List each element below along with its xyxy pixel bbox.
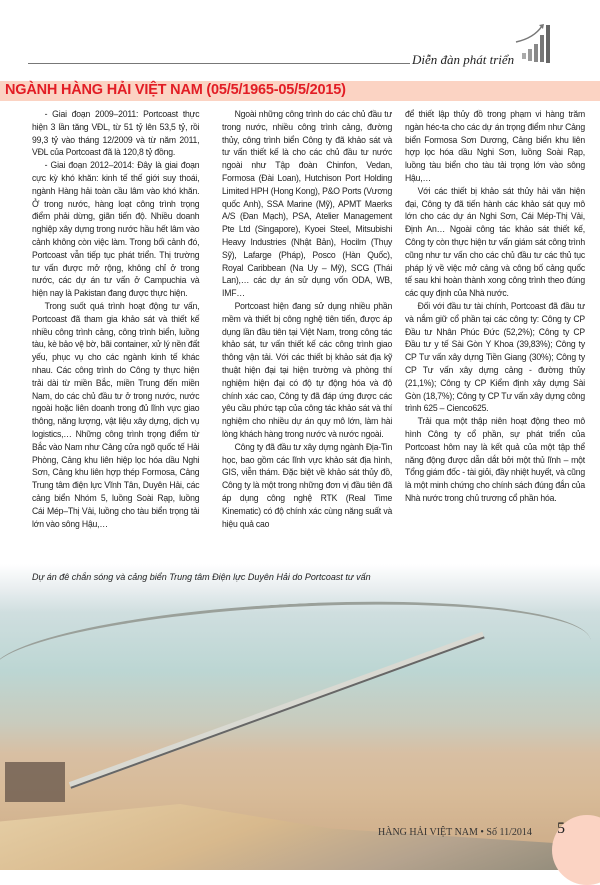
text-column-1 xyxy=(32,109,199,531)
photo-caption: Dự án đê chắn sóng và cảng biển Trung tâm Điện lực Duyên Hải do Portcoast tư vấn xyxy=(32,572,371,582)
article-title: NGÀNH HÀNG HẢI VIỆT NAM (05/5/1965-05/5/2015) xyxy=(5,82,346,98)
paragraph: Công ty đã đầu tư xây dựng ngành Địa-Tin học, bao gồm các lĩnh vực khảo sát địa hình, GIS, viễn thám. Đặc biệt về khảo sát thủy đồ, Công ty là một trong những đơn vị đầu tiên đã áp dụng công nghệ RTK (Real Time Kinematic) có độ chính xác cùng năng suất và hiệu quả cao xyxy=(222,441,393,530)
paragraph: Trong suốt quá trình hoạt động tư vấn, Portcoast đã tham gia khảo sát và thiết kế nhiều công trình cảng, công trình biển, luồng tàu, kè bảo vệ bờ, bãi container, xử lý nền đất yếu, phục vụ cho các ngành kinh tế khác nhau. Các công trình do Công ty thực hiện trải dài từ miền Bắc, miền Trung đến miền Nam, do các chủ đầu tư ở trong nước, nước ngoài hoặc liên doanh trong đủ lĩnh vực giao thông, năng lượng, vật liệu xây dựng, dịch vụ logistics,… Những công trình trọng điểm từ Bắc vào Nam như Cảng cửa ngõ quốc tế Hải Phòng, Cảng khu liên hiệp lọc hóa dầu Nghi Sơn, Cảng khu liên hợp thép Formosa, Cảng Trung tâm điện lực Vĩnh Tân, Duyên Hải, các cảng biển Nhóm 5, luồng Soài Rạp, luồng Cái Mép–Thị Vải, luồng cho tàu biển trọng tải lớn vào sông Hậu,… xyxy=(32,300,200,530)
page-number: 5 xyxy=(557,820,565,837)
building xyxy=(5,762,65,802)
paragraph: Trải qua một thập niên hoạt động theo mô hình Công ty cổ phần, sự phát triển của Portcoast hôm nay là kết quả của một tập thể năng động được dẫn dắt bởi một thủ lĩnh – một Tổng giám đốc - tài giỏi, đầy nhiệt huyết, và cũng là một minh chứng cho chính sách đúng đắn của Nhà nước trong chủ trương cổ phần hóa. xyxy=(405,416,585,504)
section-label: Diễn đàn phát triển xyxy=(412,52,515,67)
header-rule xyxy=(28,63,410,64)
breakwater xyxy=(0,588,591,682)
paragraph: Với các thiết bị khảo sát thủy hải văn hiện đại, Công ty đã tiến hành các khảo sát quy mô lớn cho các dự án Nghi Sơn, Cái Mép-Thị Vải, Định An… Ngoài công tác khảo sát thiết kế, Công ty còn thực hiện tư vấn giám sát công trình cũng như tư vấn cho các chủ đầu tư các thủ tục pháp lý về việc mở cảng và công bố cảng quốc tế sau khi hoàn thành xong công trình theo đúng các quy định của Nhà nước. xyxy=(405,185,585,300)
paragraph: Portcoast hiện đang sử dụng nhiều phần mềm và thiết bị công nghệ tiên tiến, được áp dụng lần đầu tiên tại Việt Nam, trong công tác khảo sát, tư vấn thiết kế các công trình giao thông vận tải. Với các thiết bị khảo sát địa kỹ thuật hiện đại tại hiện trường và phòng thí nghiệm hiện đại có độ tự động hóa và độ chính xác cao, Công ty đã đáp ứng được các yêu cầu phức tạp của công tác khảo sát và thí nghiệm cho nhiều dự án quy mô lớn, làm hài lòng khách hàng trong nước và nước ngoài. xyxy=(222,300,393,440)
paragraph: Ngoài những công trình do các chủ đầu tư trong nước, nhiều công trình cảng, đường thủy, công trình biển Công ty đã khảo sát và tư vấn thiết kế là cho các chủ đầu tư nước ngoài như Tập đoàn Chinfon, Vedan, Formosa (Đài Loan), Hutchison Port Holding Limited HPH (Hong Kong), P&O Ports (Vương quốc Anh), SSA Marine (Mỹ), APMT Maerks A/S (Đan Mạch), PSA, Atelier Management Pte Ltd (Singapore), Kyoei Steel, Mitsubishi Heavy Industries (Nhật Bản), Hocilm (Thụy Sỹ), Lafarge (Pháp), Posco (Hàn Quốc), Royal Caribbean (Na Uy – Mỹ), SCG (Thái Lan),… các dự án sử dụng vốn ODA, WB, IMF… xyxy=(222,109,393,300)
growth-chart-icon xyxy=(512,20,552,65)
publication-footer: HÀNG HẢI VIỆT NAM • Số 11/2014 xyxy=(378,827,532,838)
text-column-2 xyxy=(222,109,392,531)
paragraph: - Giai đoạn 2012–2014: Đây là giai đoạn cực kỳ khó khăn: kinh tế thế giới suy thoái, ngành Hàng hải toàn cầu lâm vào khó khăn. Ở trong nước, hàng loạt công trình trọng điểm phải dừng, giãn tiến độ. Nhiều doanh nghiệp xây dựng trong nước hầu hết lâm vào cảnh không còn việc làm. Trong bối cảnh đó, Portcoast vẫn tiếp tục phát triển. Thị trường tư vấn được mở rộng, không chỉ ở trong nước, các dự án tư vấn ở Campuchia và hiện nay là Pakistan đang được thực hiện. xyxy=(32,160,200,300)
paragraph: Đối với đầu tư tài chính, Portcoast đã đầu tư và nắm giữ cổ phần tại các công ty: Công ty CP Đầu tư Nhân Phúc Đức (52,2%); Công ty CP Đầu tư y tế Sài Gòn Y Khoa (39,83%); Công ty CP Tư vấn xây dựng Tiền Giang (30%); Công ty CP Tư vấn xây dựng cảng - đường thủy (21,1%); Công ty CP Kiểm định xây dựng Sài Gòn (18,7%); Công ty CP Tư vấn xây dựng công trình 625 – Cienco625. xyxy=(405,300,585,415)
paragraph: để thiết lập thủy đồ trong phạm vi hàng trăm ngàn héc-ta cho các dự án trọng điểm như Cảng biển Formosa Sơn Dương, Cảng biển khu liên hợp lọc hóa dầu Nghi Sơn, luồng Soài Rạp, luồng tàu biển cho tàu tải trọng lớn vào sông Hậu,… xyxy=(405,109,585,184)
text-column-3 xyxy=(405,109,585,506)
paragraph: - Giai đoạn 2009–2011: Portcoast thực hiện 3 lần tăng VĐL, từ 51 tỷ lên 53,5 tỷ, rồi 99,3 tỷ vào tháng 12/2009 và từ năm 2011, VĐL của Portcoast đã là 120,8 tỷ đồng. xyxy=(32,109,200,159)
port-photo xyxy=(0,564,600,870)
